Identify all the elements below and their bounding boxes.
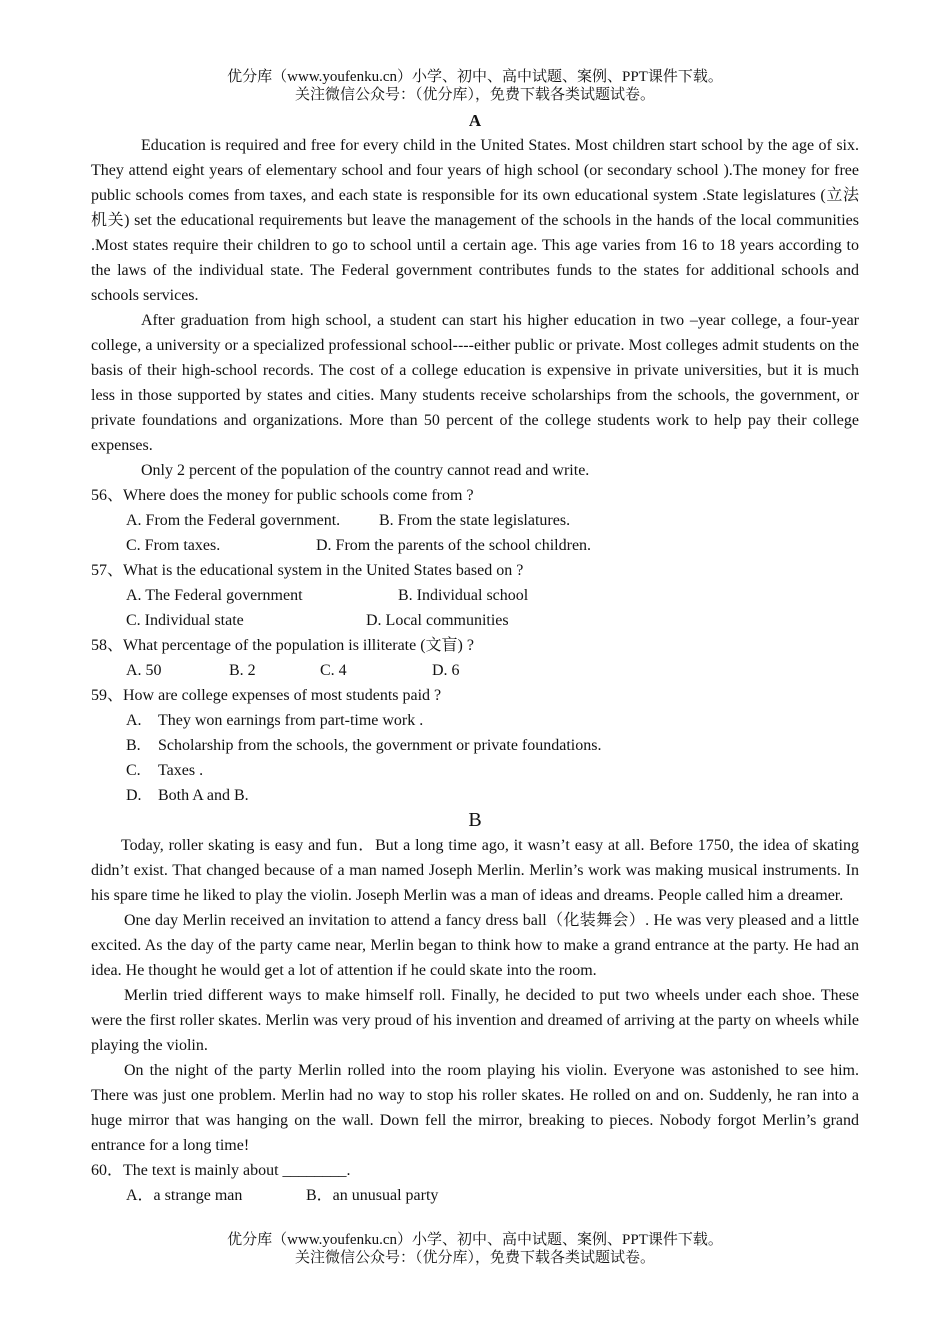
question-57: 57、What is the educational system in the United States based on ? — [91, 562, 524, 579]
section-a-paragraph-3: Only 2 percent of the population of the country cannot read and write. — [141, 462, 590, 479]
section-b-paragraph-1: Today, roller skating is easy and fun．But a long time ago, it wasn’t easy at all. Before 1750, the idea of skating didn’t exist. That changed because of a man named Joseph Merlin. Merlin’s work was making musical instruments. In his spare time he liked to play the violin. Joseph Merlin was a man of ideas and dreams. People called him a dreamer. — [91, 837, 859, 904]
option-59-b — [91, 733, 859, 758]
option-59-b-text: Scholarship from the schools, the government or private foundations. — [158, 737, 602, 754]
option-57-b: B. Individual school — [398, 587, 529, 604]
question-60-options-row — [91, 1183, 859, 1208]
section-b-paragraph-3: Merlin tried different ways to make himself roll. Finally, he decided to put two wheels under each shoe. These were the first roller skates. Merlin was very proud of his invention and dreamed of arriving at the party on wheels while playing the violin. — [91, 987, 859, 1054]
option-56-a: A. From the Federal government. — [126, 512, 341, 529]
option-57-a: A. The Federal government — [126, 587, 303, 604]
question-58-options-row — [91, 658, 859, 683]
section-b-paragraph-4: On the night of the party Merlin rolled into the room playing his violin. Everyone was astonished to see him. There was just one problem. Merlin had no way to stop his roller skates. He rolled on and on. Suddenly, he ran into a huge mirror that was hanging on the wall. Down fell the mirror, breaking to pieces. Nobody forgot Merlin’s grand entrance for a long time! — [91, 1062, 859, 1154]
question-59: 59、How are college expenses of most students paid ? — [91, 687, 442, 704]
content — [91, 108, 859, 1208]
section-b-title: B — [468, 809, 482, 831]
option-60-b: B．an unusual party — [306, 1187, 439, 1204]
option-59-c-text: Taxes . — [158, 762, 204, 779]
section-a-paragraph-2: After graduation from high school, a student can start his higher education in two –year college, a four-year college, a university or a specialized professional school----either public or private. Most colleges admit students on the basis of their high-school records. The cost of a college education is expensive in private universities, but it is much less in those supported by states and cities. Many students receive scholarships from the schools, the government, or private foundations and organizations. More than 50 percent of the college students work to help pay their college expenses. — [91, 312, 859, 454]
option-59-a — [91, 708, 859, 733]
footer-line-1: 优分库（www.youfenku.cn）小学、初中、高中试题、案例、PPT课件下载。 — [227, 1232, 723, 1248]
option-57-c: C. Individual state — [126, 612, 244, 629]
question-57-options-row-1 — [91, 583, 859, 608]
question-56: 56、Where does the money for public schools come from ? — [91, 487, 474, 504]
option-59-d-letter: D. — [126, 787, 142, 804]
option-58-a: A. 50 — [126, 662, 162, 679]
question-56-options-row-1 — [91, 508, 859, 533]
section-a-title: A — [468, 111, 482, 130]
bottom-footer — [0, 1231, 950, 1267]
option-58-b: B. 2 — [229, 662, 256, 679]
option-56-c: C. From taxes. — [126, 537, 221, 554]
option-59-d — [91, 783, 859, 808]
option-59-d-text: Both A and B. — [158, 787, 249, 804]
question-56-options-row-2 — [91, 533, 859, 558]
option-59-c — [91, 758, 859, 783]
option-59-c-letter: C. — [126, 762, 141, 779]
option-59-a-letter: A. — [126, 712, 142, 729]
header-line-2: 关注微信公众号：（优分库），免费下载各类试题试卷。 — [294, 87, 655, 103]
question-57-options-row-2 — [91, 608, 859, 633]
footer-line-2: 关注微信公众号：（优分库），免费下载各类试题试卷。 — [294, 1250, 655, 1266]
option-56-d: D. From the parents of the school children. — [316, 537, 592, 554]
header-line-1: 优分库（www.youfenku.cn）小学、初中、高中试题、案例、PPT课件下载。 — [227, 69, 723, 85]
top-header — [0, 68, 950, 104]
option-58-d: D. 6 — [432, 662, 460, 679]
option-58-c: C. 4 — [320, 662, 347, 679]
option-57-d: D. Local communities — [366, 612, 509, 629]
option-60-a: A．a strange man — [126, 1187, 243, 1204]
section-a-paragraph-1: Education is required and free for every child in the United States. Most children start school by the age of six. They attend eight years of elementary school and four years of high school (or secondary school ).The money for free public schools comes from taxes, and each state is responsible for its own educational system .State legislatures (立法机关) set the educational requirements but leave the management of the schools in the hands of the local communities .Most states require their children to go to school until a certain age. This age varies from 16 to 18 years according to the laws of the individual state. The Federal government contributes funds to the states for additional schools and schools services. — [91, 137, 859, 304]
option-59-a-text: They won earnings from part-time work . — [158, 712, 424, 729]
option-56-b: B. From the state legislatures. — [379, 512, 571, 529]
question-60: 60．The text is mainly about ________. — [91, 1162, 351, 1179]
section-b-paragraph-2: One day Merlin received an invitation to attend a fancy dress ball（化装舞会）. He was very pleased and a little excited. As the day of the party came near, Merlin began to think how to make a grand entrance at the party. He had an idea. He thought he would get a lot of attention if he could skate into the room. — [91, 912, 859, 979]
option-59-b-letter: B. — [126, 737, 141, 754]
question-58: 58、What percentage of the population is illiterate (文盲) ? — [91, 637, 474, 654]
